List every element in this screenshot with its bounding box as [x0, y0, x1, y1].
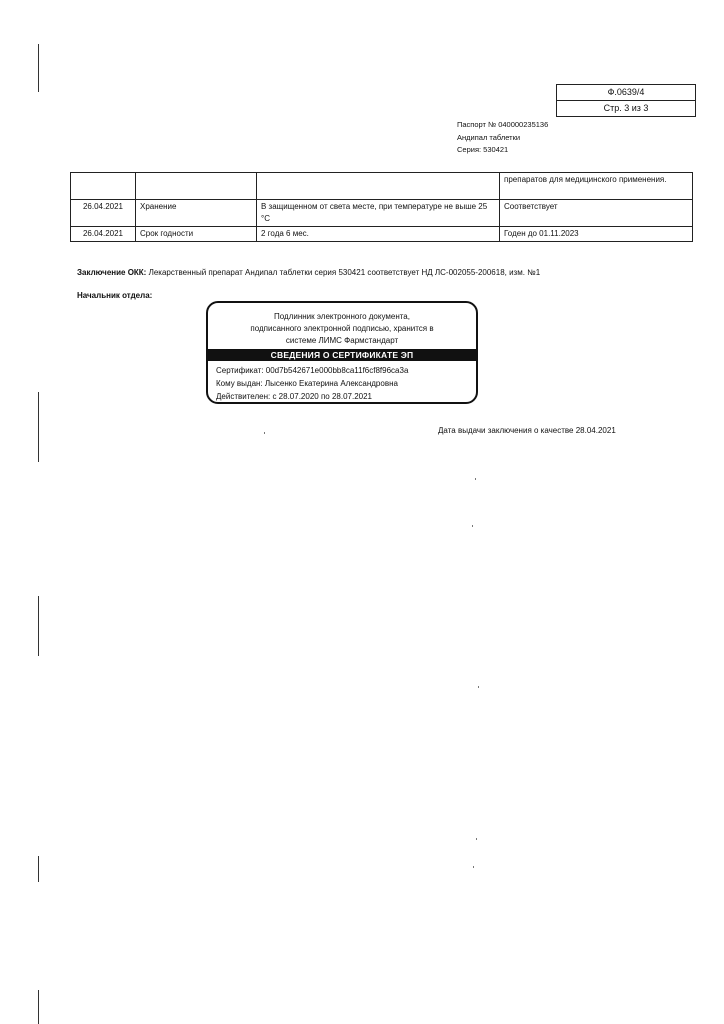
scan-margin-line: [38, 856, 39, 882]
cell-result: Соответствует: [500, 200, 693, 227]
scan-speck: [264, 432, 265, 434]
conclusion-text: Лекарственный препарат Андипал таблетки серия 530421 соответствует НД ЛС-002055-200618, изм. №1: [146, 268, 541, 277]
product-name: Андипал таблетки: [457, 132, 521, 142]
table-row: [71, 200, 693, 227]
stamp-line: Подлинник электронного документа,: [274, 312, 410, 321]
conclusion: [77, 268, 540, 277]
scan-speck: [473, 866, 474, 868]
scan-speck: [476, 838, 477, 840]
cell-date: 26.04.2021: [71, 200, 136, 227]
scan-margin-line: [38, 392, 39, 462]
passport-info: [457, 119, 548, 157]
scan-margin-line: [38, 990, 39, 1024]
conclusion-label: Заключение ОКК:: [77, 268, 147, 277]
certificate-id: Сертификат: 00d7b542671e000bb8ca11f6cf8f96ca3a: [216, 366, 409, 375]
cell-date: 26.04.2021: [71, 227, 136, 242]
scan-margin-line: [38, 44, 39, 92]
cell-result: Годен до 01.11.2023: [500, 227, 693, 242]
series: Серия: 530421: [457, 145, 509, 154]
validity: Действителен: с 28.07.2020 по 28.07.2021: [216, 392, 372, 401]
form-code: Ф.0639/4: [607, 87, 645, 97]
cell-date: [71, 173, 136, 200]
head-of-department: Начальник отдела:: [77, 291, 153, 300]
stamp-line: подписанного электронной подписью, хранится в: [250, 324, 434, 333]
scan-margin-line: [38, 596, 39, 656]
table-row: [71, 173, 693, 200]
e-signature-stamp: [206, 301, 478, 404]
issue-date: Дата выдачи заключения о качестве 28.04.2021: [438, 426, 616, 435]
cell-test: Срок годности: [136, 227, 257, 242]
results-table: [70, 172, 693, 242]
form-code-box: [556, 84, 696, 117]
stamp-banner: СВЕДЕНИЯ О СЕРТИФИКАТЕ ЭП: [208, 349, 476, 361]
scan-speck: [478, 686, 479, 688]
page-number: Стр. 3 из 3: [557, 100, 695, 116]
scan-speck: [472, 525, 473, 527]
table-row: [71, 227, 693, 242]
issued-to: Кому выдан: Лысенко Екатерина Александровна: [216, 379, 398, 388]
stamp-line: системе ЛИМС Фармстандарт: [285, 336, 399, 345]
cell-test: Хранение: [136, 200, 257, 227]
cell-spec: [257, 173, 500, 200]
passport-number: Паспорт № 040000235136: [457, 120, 549, 129]
cell-result: препаратов для медицинского применения.: [500, 173, 693, 200]
cell-test: [136, 173, 257, 200]
cell-spec: В защищенном от света месте, при температуре не выше 25 °C: [257, 200, 500, 227]
scan-speck: [475, 478, 476, 480]
cell-spec: 2 года 6 мес.: [257, 227, 500, 242]
